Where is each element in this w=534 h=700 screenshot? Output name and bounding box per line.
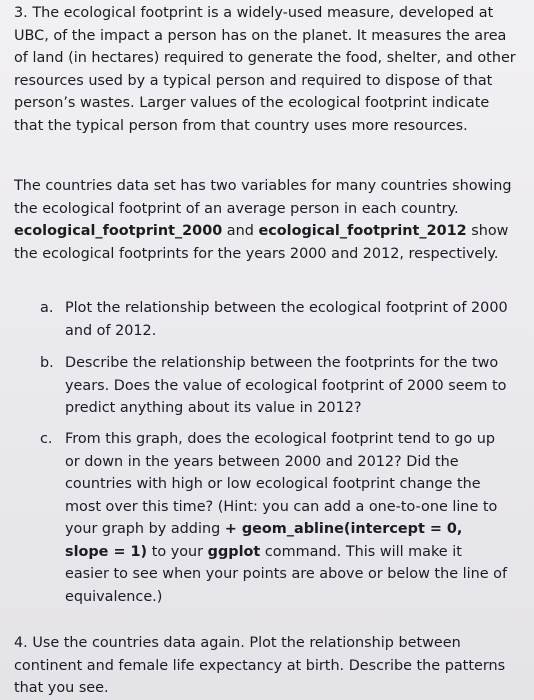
ggplot-code: ggplot (207, 543, 261, 560)
sub-question-b-text: Describe the relationship between the footprints for the two years. Does the value of ecological footprint of 2000 seem to predict anything about its value in 2012? (65, 355, 507, 416)
question-3-intro-text: The ecological footprint is a widely-used measure, developed at UBC, of the impact a person has on the planet. It measures the area of land (in hectares) required to generate the food, shelter, and other resources used by a typical person and required to dispose of that person’s wastes. Larger values of the ecological footprint indicate that the typical person from that country uses more resources. (14, 5, 516, 134)
question-4 (14, 632, 519, 700)
data-description-start: The countries data set has two variables for many countries showing the ecological footprint of an average person in each country. (14, 178, 512, 217)
sub-question-c (40, 428, 510, 608)
and-text: and (226, 223, 254, 239)
sub-question-c-text-start: From this graph, does the ecological footprint tend to go up or down in the years between 2000 and 2012? Did the countries with high or low ecological footprint change the most over this time? (Hint: you can add a one-to-one line to your graph by adding (65, 431, 498, 537)
sub-question-b (40, 352, 510, 420)
question-3-data-description (14, 175, 519, 265)
sub-question-a (40, 297, 510, 342)
sub-question-a-text: Plot the relationship between the ecological footprint of 2000 and of 2012. (65, 300, 508, 339)
variable-name-2012: ecological_footprint_2012 (258, 223, 467, 239)
question-4-text: Use the countries data again. Plot the relationship between continent and female life expectancy at birth. Describe the patterns that you see. (14, 635, 506, 696)
question-3-intro (14, 2, 519, 137)
sub-question-a-letter: a. (40, 300, 54, 316)
abline-code: + geom_abline(intercept = 0, slope = 1) (65, 521, 463, 560)
sub-question-c-letter: c. (40, 431, 53, 447)
question-4-number: 4. (14, 635, 28, 651)
sub-question-c-text-mid: to your (151, 543, 204, 560)
sub-question-c-text-end: command. This will make it easier to see when your points are above or below the line of equivalence.) (65, 543, 508, 605)
question-3-number: 3. (14, 5, 28, 21)
variable-name-2000: ecological_footprint_2000 (14, 223, 223, 239)
sub-question-b-letter: b. (40, 355, 54, 371)
sub-question-c-text (65, 428, 510, 608)
data-description-end: show the ecological footprints for the years 2000 and 2012, respectively. (14, 223, 509, 262)
